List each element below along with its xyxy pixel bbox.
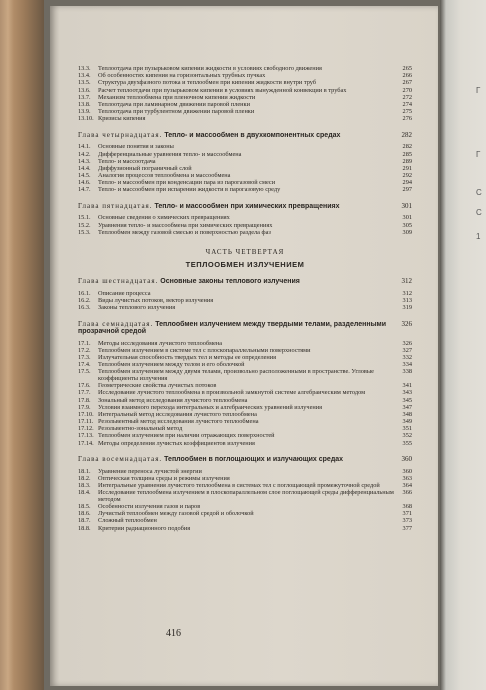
toc-entry-number: 17.5.	[78, 368, 91, 376]
toc-entry-number: 16.3.	[78, 304, 91, 312]
toc-entry-number: 14.6.	[78, 179, 91, 187]
toc-entry-title: Теплообмен излучением между телом и его оболочкой	[98, 361, 245, 369]
toc-entry-title: Интегральный метод исследования лучистого теплообмена	[98, 410, 257, 418]
toc-entry-page: 282	[402, 143, 412, 151]
toc-entry	[78, 80, 412, 87]
facing-page-glyph: С	[476, 188, 482, 197]
chapter-title: Теплообмен в поглощающих и излучающих средах	[164, 456, 344, 464]
toc-entry-number: 17.6.	[78, 382, 91, 390]
toc-entry-title: Кризисы кипения	[98, 115, 146, 123]
toc-entry-title: Исследование лучистого теплообмена в произвольной замкнутой системе алгебраическим методом	[98, 389, 366, 397]
toc-entry-title: Особенности излучения газов и паров	[98, 502, 201, 510]
toc-entry	[78, 116, 412, 123]
facing-page-glyph: С	[476, 208, 482, 217]
chapter-page: 360	[401, 455, 412, 464]
toc-entry-title: Диффузионный пограничный слой	[98, 164, 192, 172]
toc-entry-page: 327	[402, 346, 412, 354]
toc-entry-title: Зональный метод исследования лучистого теплообмена	[98, 396, 248, 404]
toc-entry-page: 275	[402, 108, 412, 116]
toc-entry-title: Теплообмен излучением в системе тел с плоскопараллельными поверхностями	[98, 346, 311, 354]
toc-entry-number: 17.9.	[78, 403, 91, 411]
toc-entry-title: Теплоотдача при ламинарном движении паровой пленки	[98, 100, 250, 108]
toc-entry-page: 364	[402, 482, 412, 489]
toc-entry-number: 14.2.	[78, 150, 91, 158]
toc-entry-page: 305	[402, 221, 412, 229]
toc-entry	[78, 305, 412, 312]
toc-entry-title: Методы исследования лучистого теплообмена	[98, 339, 223, 347]
toc-entry-number: 17.4.	[78, 361, 91, 369]
toc-entry-title: Виды лучистых потоков, вектор излучения	[98, 297, 214, 304]
toc-entry-number: 17.13.	[78, 432, 94, 440]
facing-page-glyph: Г	[476, 150, 481, 159]
chapter-label: Глава четырнадцатая.	[78, 130, 163, 139]
toc-entry-title: Теплообмен излучением между двумя телами, произвольно расположенными в пространстве. Угловые коэффициенты излучения	[98, 368, 374, 382]
toc-entry-page: 366	[402, 489, 412, 497]
toc-entry-title: Основные сведения о химических превращениях	[98, 214, 230, 222]
part-title: ТЕПЛООБМЕН ИЗЛУЧЕНИЕМ	[185, 260, 305, 270]
toc-entry-page: 332	[402, 353, 412, 361]
toc-entry	[78, 144, 412, 151]
chapter-heading	[78, 321, 412, 336]
toc-entry-title: Расчет теплоотдачи при пузырьковом кипении в условиях вынужденной конвекции в трубах	[98, 86, 347, 94]
toc-entry-page: 373	[402, 517, 412, 525]
toc-entry-page: 301	[402, 214, 412, 222]
toc-entry-number: 18.7.	[78, 517, 91, 525]
toc-entry-title: Теплоотдача при турбулентном движении паровой пленки	[98, 108, 255, 116]
toc-entry-title: Тепло- и массоотдача	[98, 157, 156, 165]
toc-entry-number: 17.2.	[78, 346, 91, 354]
toc-entry-number: 17.3.	[78, 353, 91, 361]
chapter-title: Тепло- и массообмен в двухкомпонентных средах	[164, 131, 341, 139]
toc-entry-title: Уравнение переноса лучистой энергии	[98, 467, 202, 475]
toc-entry-page: 272	[402, 93, 412, 101]
toc-entry-page: 313	[402, 297, 412, 304]
toc-entry-title: Исследование теплообмена излучением в плоскопараллельном слое поглощающей среды дифференциальным методом	[98, 489, 394, 503]
toc-entry-number: 13.9.	[78, 108, 91, 116]
facing-page-glyph: 1	[476, 232, 481, 241]
toc-entry	[78, 369, 412, 382]
toc-entry	[78, 441, 412, 448]
toc-entry	[78, 490, 412, 503]
toc-entry	[78, 518, 412, 525]
toc-entry	[78, 230, 412, 237]
toc-entry-title: Геометрические свойства лучистых потоков	[98, 382, 217, 390]
toc-entry-title: Законы теплового излучения	[98, 304, 176, 312]
toc-entry-title: Структура двухфазного потока и теплообмен при кипении жидкости внутри труб	[98, 79, 317, 87]
toc-entry-title: Теплообмен между газовой смесью и поверхностью раздела фаз	[98, 228, 271, 236]
chapter-title: Основные законы теплового излучения	[160, 278, 300, 286]
toc-entry-page: 270	[402, 86, 412, 94]
toc-entry-title: Тепло- и массообмен при испарении жидкости в парогазовую среду	[98, 186, 281, 194]
chapter-heading	[78, 278, 412, 285]
toc-entry-title: Резольвентно-зональный метод	[98, 425, 183, 433]
toc-entry-number: 17.7.	[78, 389, 91, 397]
toc-entry-title: Условия взаимного перехода интегральных и алгебраических уравнений излучения	[98, 403, 323, 411]
toc-entry-number: 14.5.	[78, 172, 91, 180]
chapter-label: Глава шестнадцатая.	[78, 277, 159, 286]
toc-entry-title: Лучистый теплообмен между газовой средой и оболочкой	[98, 510, 254, 518]
toc-entry-number: 17.10.	[78, 410, 94, 418]
toc-entry-page: 355	[402, 439, 412, 447]
toc-entry-page: 360	[402, 467, 412, 475]
toc-entry-number: 17.1.	[78, 339, 91, 347]
chapter-page: 282	[401, 130, 412, 139]
toc-entry-number: 13.4.	[78, 72, 91, 80]
chapter-title: Тепло- и массообмен при химических превращениях	[154, 203, 340, 211]
toc-entry-number: 16.2.	[78, 297, 91, 304]
toc-entry-title: Тепло- и массообмен при конденсации пара из парогазовой смеси	[98, 179, 276, 187]
toc-entry-number: 18.8.	[78, 524, 91, 532]
toc-entry-title: Об особенностях кипения на горизонтальных трубных пучках	[98, 72, 266, 80]
chapter-page: 326	[401, 319, 412, 328]
chapter-page: 312	[401, 277, 412, 286]
toc-entry-title: Основные понятия и законы	[98, 143, 174, 151]
toc-entry-number: 17.14.	[78, 439, 94, 447]
toc-entry-page: 338	[402, 368, 412, 376]
chapter-page: 301	[401, 202, 412, 211]
toc-entry-page: 345	[402, 396, 412, 404]
toc-entry-number: 15.1.	[78, 214, 91, 222]
toc-entry-number: 13.7.	[78, 93, 91, 101]
page-number: 416	[166, 628, 181, 639]
toc-entry-page: 289	[402, 157, 412, 165]
toc-entry-number: 13.10.	[78, 115, 94, 123]
toc-entry-number: 18.2.	[78, 474, 91, 482]
toc-entry-title: Описание процесса	[98, 289, 151, 297]
toc-entry-title: Методы определения лучистых коэффициентов излучения	[98, 439, 255, 447]
toc-entry-page: 312	[402, 289, 412, 297]
chapter-title: Теплообмен излучением между твердыми телами, разделенными прозрачной средой	[78, 320, 387, 336]
toc-entry-title: Излучательная способность твердых тел и методы ее определения	[98, 353, 277, 361]
toc-entry-page: 294	[402, 179, 412, 187]
toc-entry-title: Уравнения тепло- и массообмена при химических превращениях	[98, 221, 273, 229]
facing-page	[440, 0, 486, 690]
toc-entry-title: Механизм теплообмена при пленочном кипении жидкости	[98, 93, 256, 101]
toc-entry-number: 13.6.	[78, 86, 91, 94]
toc-entry-number: 13.8.	[78, 100, 91, 108]
toc-entry-number: 18.6.	[78, 510, 91, 518]
toc-entry-title: Сложный теплообмен	[98, 517, 157, 525]
facing-page-glyph: Г	[476, 86, 481, 95]
toc-entry-number: 18.1.	[78, 467, 91, 475]
toc-entry-page: 265	[402, 65, 412, 72]
toc-entry-number: 16.1.	[78, 289, 91, 297]
toc-entry-number: 17.11.	[78, 418, 94, 426]
toc-entry-page: 334	[402, 361, 412, 369]
toc-entry-page: 276	[402, 115, 412, 123]
toc-entry-title: Оптическая толщина среды и режимы излучения	[98, 474, 230, 482]
toc-entry-page: 343	[402, 389, 412, 397]
toc-entry-page: 309	[402, 228, 412, 236]
toc-entry-title: Критерии радиационного подобия	[98, 524, 191, 532]
toc-entry-page: 347	[402, 403, 412, 411]
toc-entry-page: 266	[402, 72, 412, 80]
toc-entry-number: 15.3.	[78, 228, 91, 236]
toc-entry-title: Теплоотдача при пузырьковом кипении жидкости в условиях свободного движения	[98, 65, 322, 72]
table-of-contents	[78, 66, 412, 533]
toc-entry-number: 17.12.	[78, 425, 94, 433]
toc-entry-number: 17.8.	[78, 396, 91, 404]
toc-entry-page: 292	[402, 172, 412, 180]
toc-entry-page: 377	[402, 524, 412, 532]
chapter-heading	[78, 132, 412, 139]
toc-entry-page: 326	[402, 339, 412, 347]
toc-entry-number: 18.4.	[78, 489, 91, 497]
toc-entry-number: 15.2.	[78, 221, 91, 229]
toc-entry-page: 274	[402, 100, 412, 108]
book-spine	[0, 0, 44, 690]
toc-entry-page: 291	[402, 164, 412, 172]
toc-entry-number: 18.3.	[78, 482, 91, 489]
chapter-label: Глава семнадцатая.	[78, 319, 154, 328]
toc-entry-title: Дифференциальные уравнения тепло- и массообмена	[98, 150, 242, 158]
toc-entry-page: 352	[402, 432, 412, 440]
toc-entry-page: 267	[402, 79, 412, 87]
chapter-label: Глава восемнадцатая.	[78, 455, 163, 464]
toc-entry-page: 363	[402, 474, 412, 482]
toc-entry-number: 14.7.	[78, 186, 91, 194]
toc-entry-page: 351	[402, 425, 412, 433]
toc-entry-page: 371	[402, 510, 412, 518]
toc-entry-page: 319	[402, 304, 412, 312]
toc-entry	[78, 390, 412, 397]
toc-entry-page: 349	[402, 418, 412, 426]
toc-entry-number: 13.3.	[78, 65, 91, 72]
toc-entry-page: 348	[402, 410, 412, 418]
toc-entry-page: 368	[402, 502, 412, 510]
chapter-label: Глава пятнадцатая.	[78, 202, 153, 211]
toc-entry-number: 14.4.	[78, 164, 91, 172]
toc-entry-number: 13.5.	[78, 79, 91, 87]
toc-entry-page: 285	[402, 150, 412, 158]
toc-entry-number: 18.5.	[78, 502, 91, 510]
toc-entry-page: 341	[402, 382, 412, 390]
toc-entry-number: 14.3.	[78, 157, 91, 165]
toc-entry-title: Теплообмен излучением при наличии отражающих поверхностей	[98, 432, 275, 440]
toc-entry	[78, 526, 412, 533]
chapter-heading	[78, 203, 412, 210]
toc-entry-number: 14.1.	[78, 143, 91, 151]
chapter-heading	[78, 456, 412, 463]
toc-entry-title: Интегральные уравнения лучистого теплообмена в системах тел с поглощающей промежуточной средой	[98, 482, 380, 489]
toc-entry-title: Аналогия процессов теплообмена и массообмена	[98, 172, 231, 180]
toc-entry	[78, 187, 412, 194]
toc-entry-title: Резольвентный метод исследования лучистого теплообмена	[98, 418, 259, 426]
toc-entry-page: 297	[402, 186, 412, 194]
book-page	[50, 6, 438, 686]
part-label: ЧАСТЬ ЧЕТВЕРТАЯ	[205, 248, 285, 257]
